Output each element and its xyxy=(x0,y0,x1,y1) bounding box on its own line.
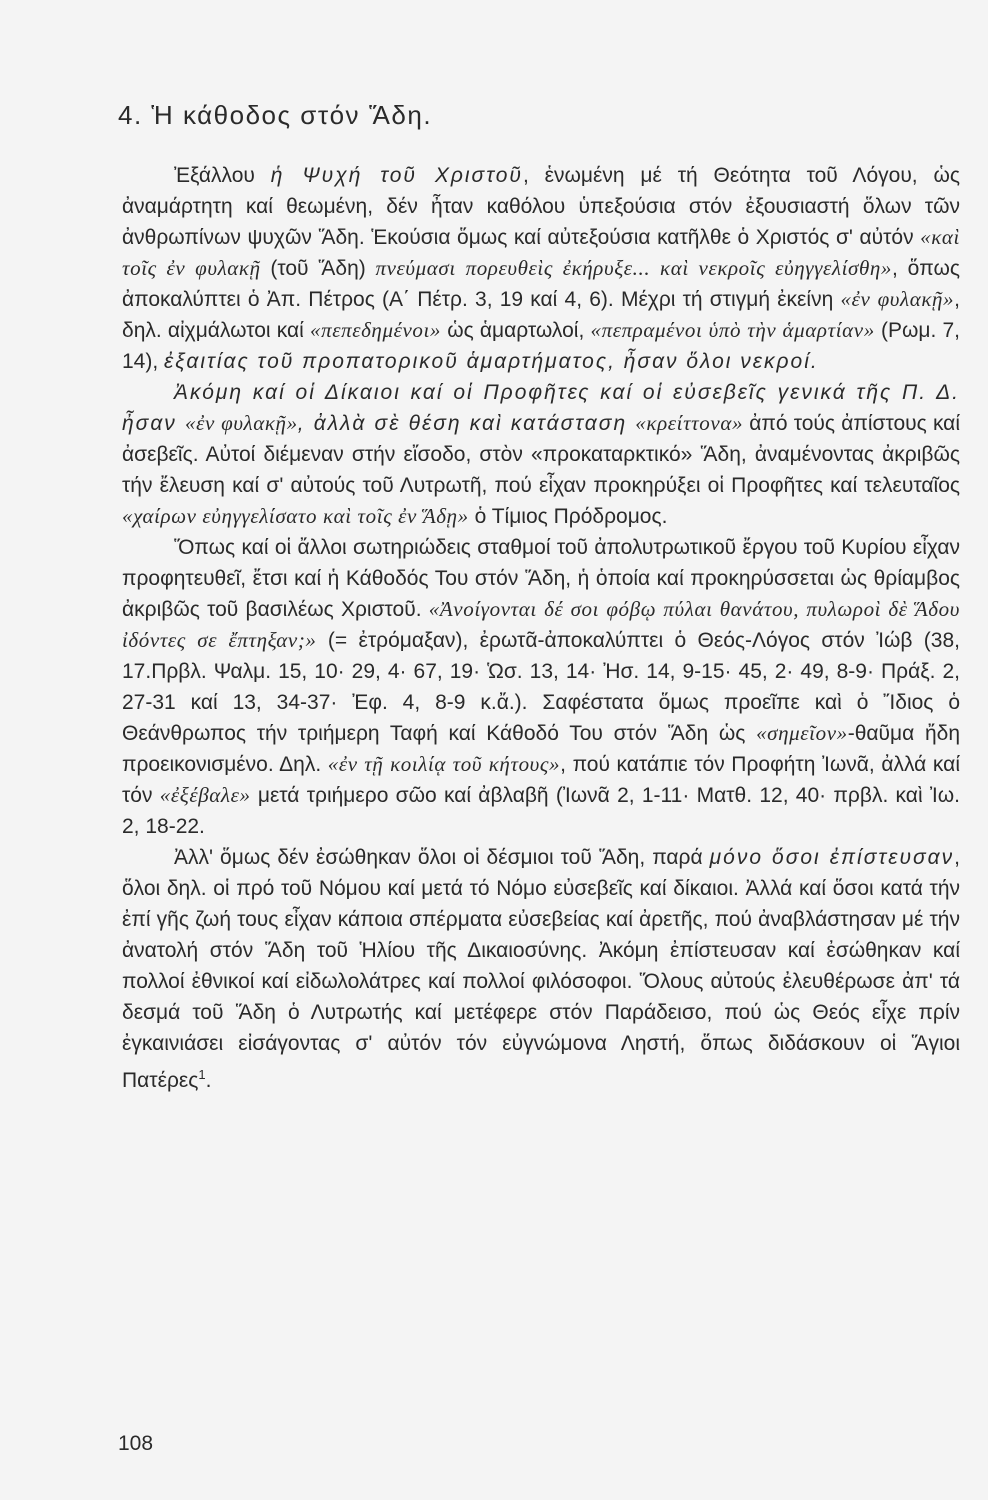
greek-quotation: «Ἀνοίγονται δέ σοι φόβῳ πύλαι θανάτου, πυλωροὶ δὲ Ἅδου ἰδόντες σε ἔπτηξαν;» xyxy=(122,597,960,652)
text-segment: , πού κατάπιε τόν Προφήτη Ἰωνᾶ, ἀλλά καί τόν xyxy=(122,753,960,807)
greek-quotation: «ἐν φυλακῇ» xyxy=(840,287,955,311)
greek-quotation: «καὶ τοῖς ἐν φυλακῇ xyxy=(122,225,960,280)
greek-quotation: «ἐν τῇ κοιλίᾳ τοῦ κήτους» xyxy=(327,752,561,776)
paragraph-4 xyxy=(122,842,960,1096)
text-segment: , δηλ. αἰχμάλωτοι καί xyxy=(122,288,960,342)
greek-quotation: «ἐξέβαλε» xyxy=(159,783,251,807)
paragraph-3 xyxy=(122,532,960,842)
footnote-marker: 1 xyxy=(198,1067,206,1082)
text-segment: , ὅλοι δηλ. οἱ πρό τοῦ Νόμου καί μετά τό Νόμο εὐσεβεῖς καί δίκαιοι. Ἀλλά καί ὅσοι κατά τήν ἐπί γῆς ζωή τους εἶχαν κάποια σπέρματα εὐσεβείας καί ἀρετῆς, πού ἀναβλάστησαν μέ τήν ἀνατολή στόν Ἅδη τοῦ Ἡλίου τῆς Δικαιοσύνης. Ἀκόμη ἐπίστευσαν καί ἐσώθηκαν καί πολλοί ἐθνικοί καί εἰδωλολάτρες καί πολλοί φιλόσοφοι. Ὅλους αὐτούς ἐλευθέρωσε ἀπ' τά δεσμά τοῦ Ἅδη ὁ Λυτρωτής καί μετέφερε στόν Παράδεισο, πού ὡς Θεός εἶχε πρίν ἐγκαινιάσει εἰσάγοντας σ' αὐτόν τόν εὐγνώμονα Ληστή, ὅπως διδάσκουν οἱ Ἅγιοι Πατέρες xyxy=(122,846,960,1092)
text-segment: (= ἐτρόμαξαν), ἐρωτᾶ-ἀποκαλύπτει ὁ Θεός-Λόγος στόν Ἰώβ (38, 17.Πρβλ. Ψαλμ. 15, 10· 29, 4· 67, 19· Ὡσ. 13, 14· Ἠσ. 14, 9-15· 45, 2· 49, 8-9· Πράξ. 2, 27-31 καί 13, 34-37· Ἐφ. 4, 8-9 κ.ἄ.). Σαφέστατα ὅμως προεῖπε καὶ ὁ Ἴδιος ὁ Θεάνθρωπος τήν τριήμερη Ταφή καί Κάθοδό Του στόν Ἅδη ὡς xyxy=(122,629,960,745)
text-segment: -θαῦμα ἤδη προεικονισμένο. Δηλ. xyxy=(122,722,961,776)
section-heading: 4. Ἡ κάθοδος στόν Ἅδη. xyxy=(118,100,433,130)
greek-quotation: «κρείττονα» xyxy=(635,411,744,435)
paragraph-2 xyxy=(122,377,960,532)
paragraph-1 xyxy=(122,160,960,377)
text-segment: . xyxy=(205,1069,212,1092)
text-segment: ἀπό τούς ἀπίστους καί ἀσεβεῖς. Αὐτοί διέμεναν στήν εἴσοδο, στὸν «προκαταρκτικό» Ἅδη, ἀναμένοντας ἀκριβῶς τήν ἔλευση καί σ' αὐτούς τοῦ Λυτρωτῆ, πού εἶχαν προκηρύξει οἱ Προφῆτες καί τελευταῖος xyxy=(122,412,960,497)
greek-quotation: «πεπεδημένοι» xyxy=(309,318,442,342)
text-segment: , ἑνωμένη μέ τή Θεότητα τοῦ Λόγου, ὡς ἀναμάρτητη καί θεωμένη, δέν ἦταν καθόλου ὑπεξούσια στόν ἐξουσιαστή ὅλων τῶν ἀνθρωπίνων ψυχῶν Ἅδη. Ἑκούσια ὅμως καί αὐτεξούσια κατῆλθε ὁ Χριστός σ' αὐτόν xyxy=(122,164,960,249)
greek-quotation: «πεπραμένοι ὑπὸ τὴν ἁμαρτίαν» xyxy=(590,318,875,342)
emphasized-text: ἐξαιτίας τοῦ προπατορικοῦ ἁμαρτήματος, ἦσαν ὅλοι νεκροί. xyxy=(164,350,819,373)
text-segment: μετά τριήμερο σῶο καί ἀβλαβῆ (Ἰωνᾶ 2, 1-11· Ματθ. 12, 40· πρβλ. καὶ Ἰω. 2, 18-22. xyxy=(122,784,960,838)
greek-quotation: «ἐν φυλακῇ» xyxy=(185,411,298,435)
greek-quotation: «σημεῖον» xyxy=(756,721,848,745)
emphasized-text: , ἀλλὰ σὲ θέση καὶ κατάσταση xyxy=(297,412,636,435)
text-segment: Ἀλλ' ὅμως δέν ἐσώθηκαν ὅλοι οἱ δέσμιοι τοῦ Ἅδη, παρά xyxy=(174,846,710,869)
greek-quotation: πνεύμασι πορευθεὶς ἐκήρυξε... καὶ νεκροῖς εὐηγγελίσθη» xyxy=(375,256,892,280)
emphasized-text: Ἀκόμη καί οἱ Δίκαιοι καί οἱ Προφῆτες καί οἱ εὐσεβεῖς γενικά τῆς Π. Δ. ἦσαν xyxy=(122,381,960,435)
text-segment: ὁ Τίμιος Πρόδρομος. xyxy=(468,505,668,528)
greek-quotation: «χαίρων εὐηγγελίσατο καὶ τοῖς ἐν Ἅδῃ» xyxy=(122,504,469,528)
text-segment: Ὅπως καί οἱ ἄλλοι σωτηριώδεις σταθμοί τοῦ ἀπολυτρωτικοῦ ἔργου τοῦ Κυρίου εἶχαν προφητευθεῖ, ἔτσι καί ἡ Κάθοδός Του στόν Ἅδη, ἡ ὁποία καί προκηρύσσεται ὡς θρίαμβος ἀκριβῶς τοῦ βασιλέως Χριστοῦ. xyxy=(122,536,960,621)
body-text xyxy=(122,160,960,1096)
text-segment: , ὅπως ἀποκαλύπτει ὁ Ἀπ. Πέτρος (Α΄ Πέτρ. 3, 19 καί 4, 6). Μέχρι τή στιγμή ἐκείνη xyxy=(122,257,960,311)
emphasized-text: μόνο ὅσοι ἐπίστευσαν xyxy=(709,846,955,869)
text-segment: Ἐξάλλου xyxy=(174,164,271,187)
text-segment: (Ρωμ. 7, 14), xyxy=(122,319,961,373)
text-segment: (τοῦ Ἅδη) xyxy=(260,257,376,280)
page-number: 108 xyxy=(118,1432,154,1455)
text-segment: ὡς ἁμαρτωλοί, xyxy=(441,319,591,342)
emphasized-text: ἡ Ψυχή τοῦ Χριστοῦ xyxy=(270,164,523,187)
